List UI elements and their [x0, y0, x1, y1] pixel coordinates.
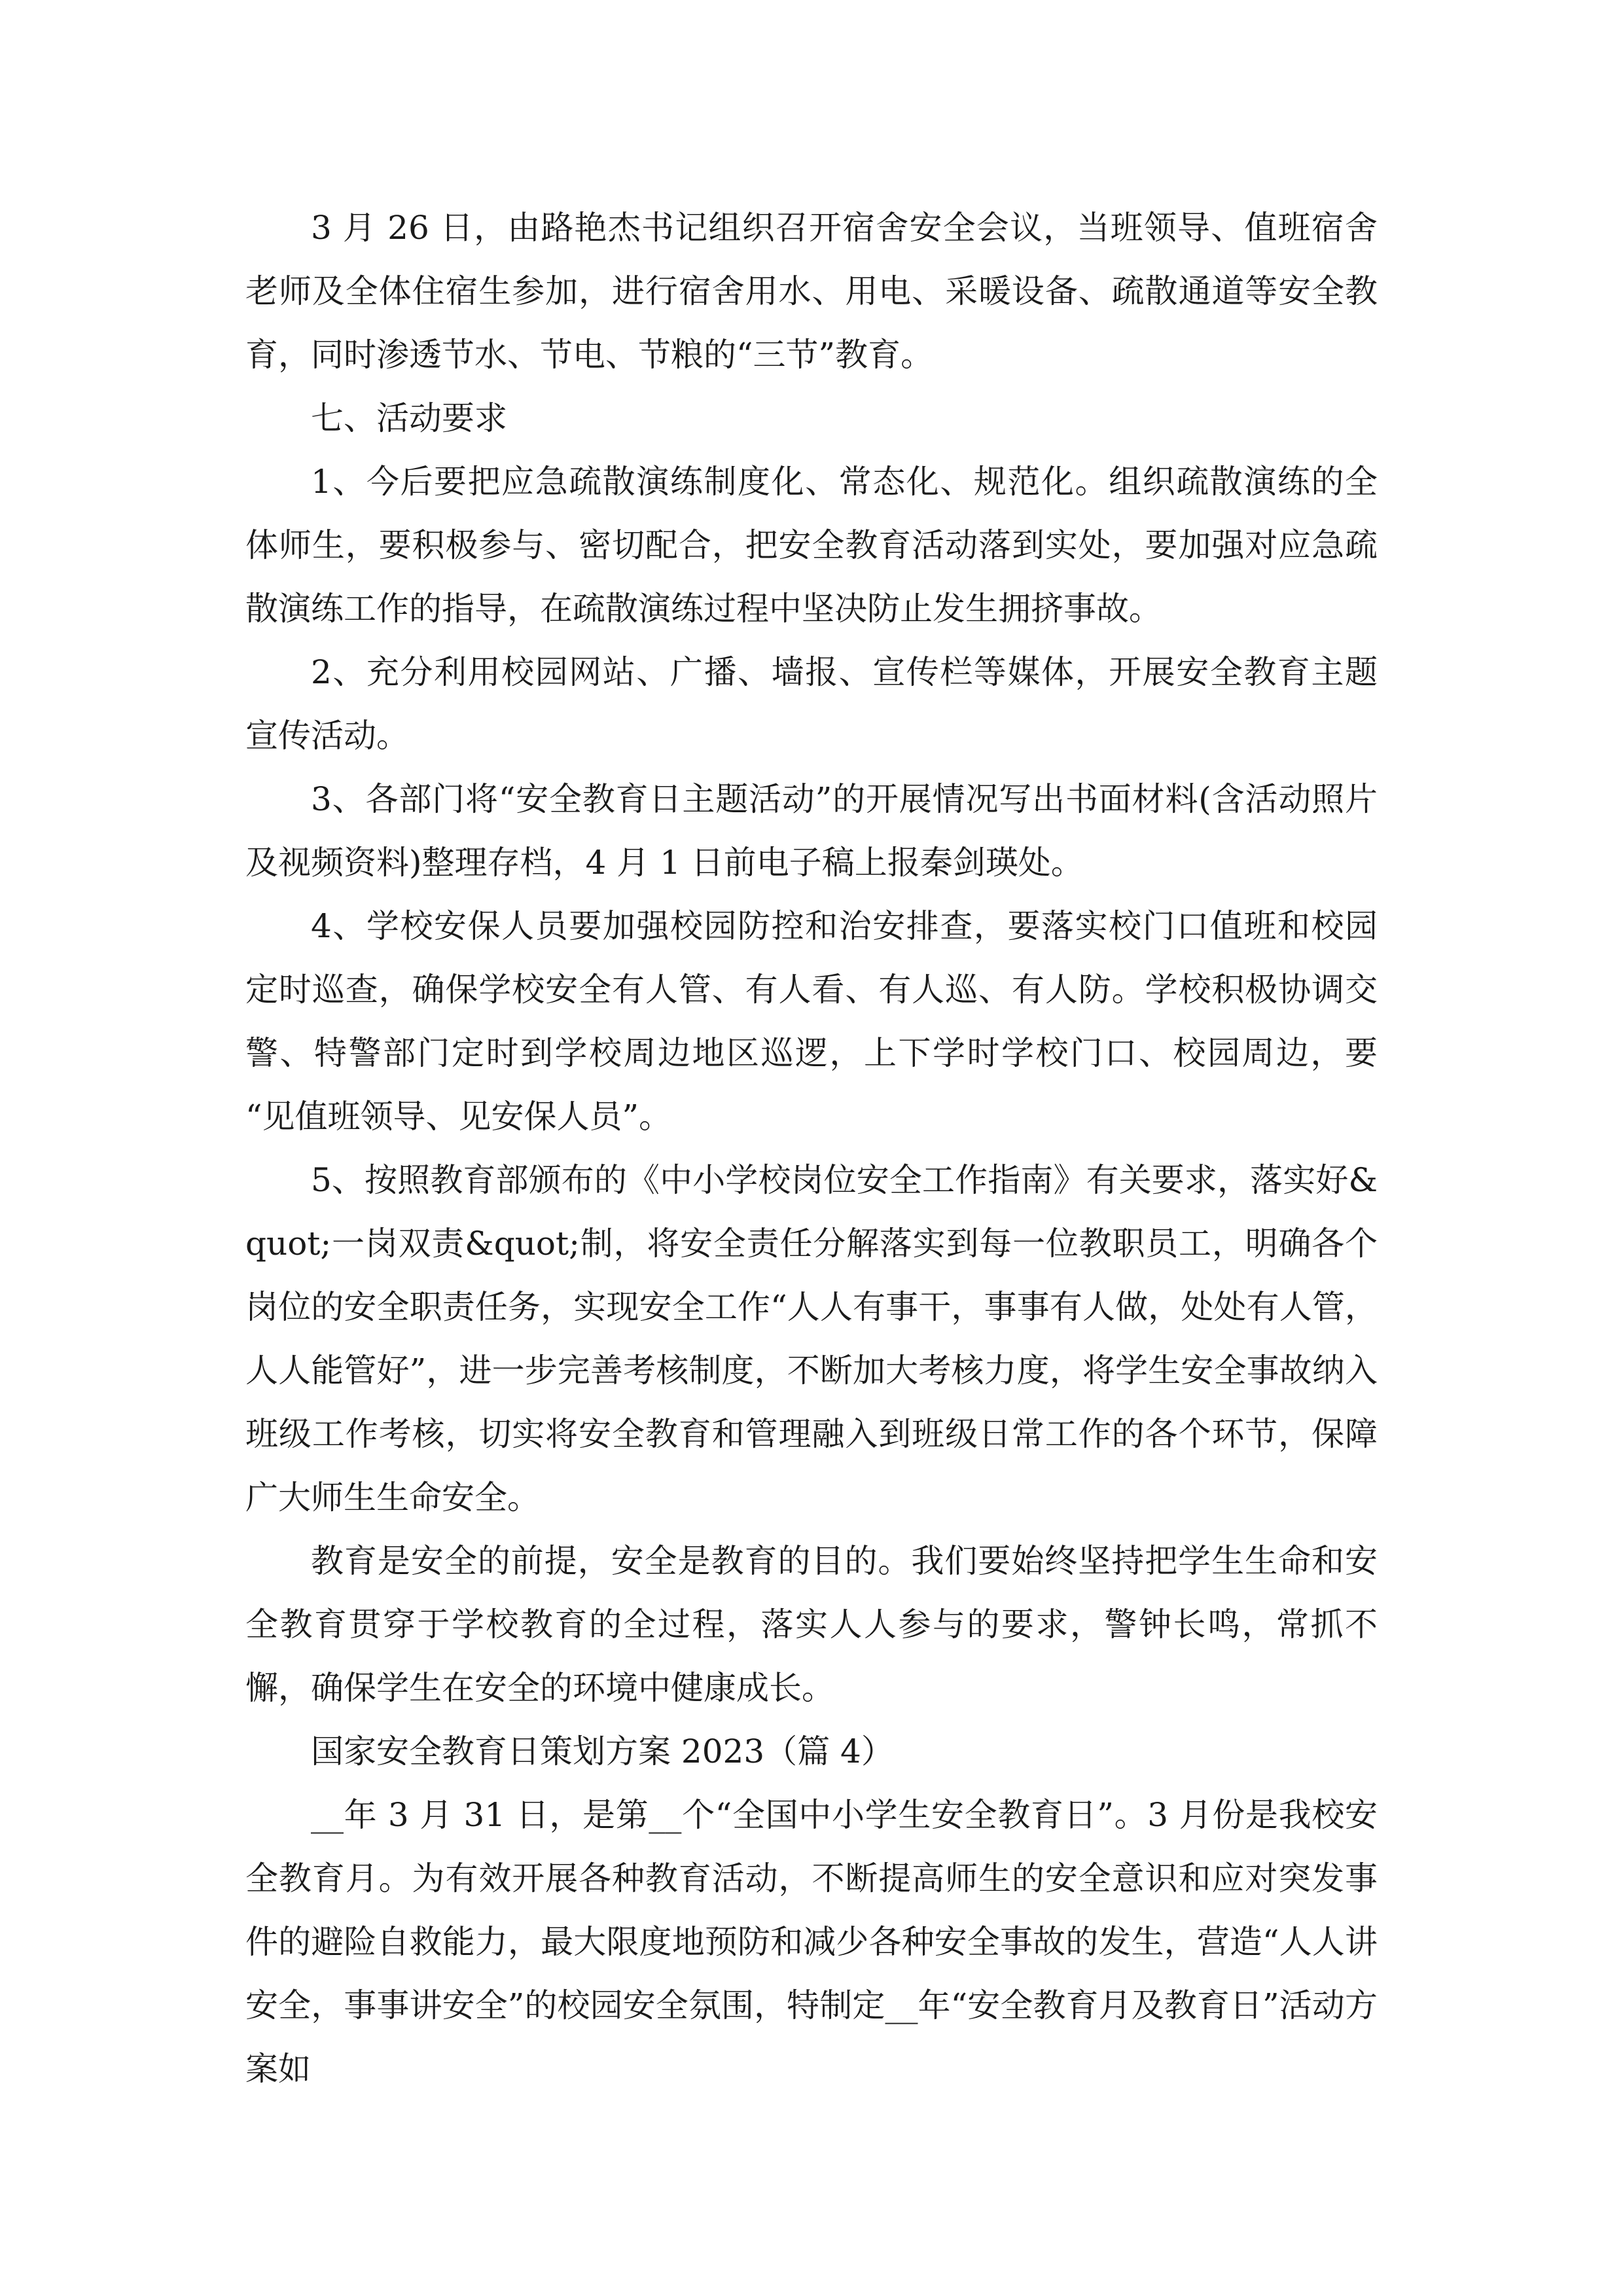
paragraph-conclusion: 教育是安全的前提，安全是教育的目的。我们要始终坚持把学生生命和安全教育贯穿于学校教育的全过程，落实人人参与的要求，警钟长鸣，常抓不懈，确保学生在安全的环境中健康成长。 — [245, 1542, 1378, 1707]
section-heading-activity-requirements: 七、活动要求 — [311, 399, 507, 437]
paragraph-requirement-2: 2、充分利用校园网站、广播、墙报、宣传栏等媒体，开展安全教育主题宣传活动。 — [245, 653, 1378, 755]
paragraph-requirement-5: 5、按照教育部颁布的《中小学校岗位安全工作指南》有关要求，落实好&quot;一岗双责&quot;制，将安全责任分解落实到每一位教职员工，明确各个岗位的安全职责任务，实现安全工作“人人有事干，事事有人做，处处有人管，人人能管好”，进一步完善考核制度，不断加大考核力度，将学生安全事故纳入班级工作考核，切实将安全教育和管理融入到班级日常工作的各个环节，保障广大师生生命安全。 — [245, 1161, 1378, 1516]
paragraph-dorm-safety-meeting: 3 月 26 日，由路艳杰书记组织召开宿舍安全会议，当班领导、值班宿舍老师及全体住宿生参加，进行宿舍用水、用电、采暖设备、疏散通道等安全教育，同时渗透节水、节电、节粮的“三节”教育。 — [245, 209, 1378, 374]
document-body — [245, 196, 1378, 2101]
paragraph-requirement-4: 4、学校安保人员要加强校园防控和治安排查，要落实校门口值班和校园定时巡查，确保学校安全有人管、有人看、有人巡、有人防。学校积极协调交警、特警部门定时到学校周边地区巡逻，上下学时学校门口、校园周边，要 “见值班领导、见安保人员”。 — [245, 907, 1378, 1136]
paragraph-requirement-1: 1、今后要把应急疏散演练制度化、常态化、规范化。组织疏散演练的全体师生，要积极参与、密切配合，把安全教育活动落到实处，要加强对应急疏散演练工作的指导，在疏散演练过程中坚决防止发生拥挤事故。 — [245, 463, 1378, 628]
paragraph-requirement-3: 3、各部门将“安全教育日主题活动”的开展情况写出书面材料(含活动照片及视频资料)整理存档，4 月 1 日前电子稿上报秦剑瑛处。 — [245, 780, 1378, 882]
section-heading-plan-4: 国家安全教育日策划方案 2023（篇 4） — [311, 1732, 894, 1770]
paragraph-plan-4-intro: __年 3 月 31 日，是第__个“全国中小学生安全教育日”。3 月份是我校安全教育月。为有效开展各种教育活动，不断提高师生的安全意识和应对突发事件的避险自救能力，最大限度地预防和减少各种安全事故的发生，营造“人人讲安全，事事讲安全”的校园安全氛围，特制定__年“安全教育月及教育日”活动方案如 — [245, 1796, 1378, 2088]
